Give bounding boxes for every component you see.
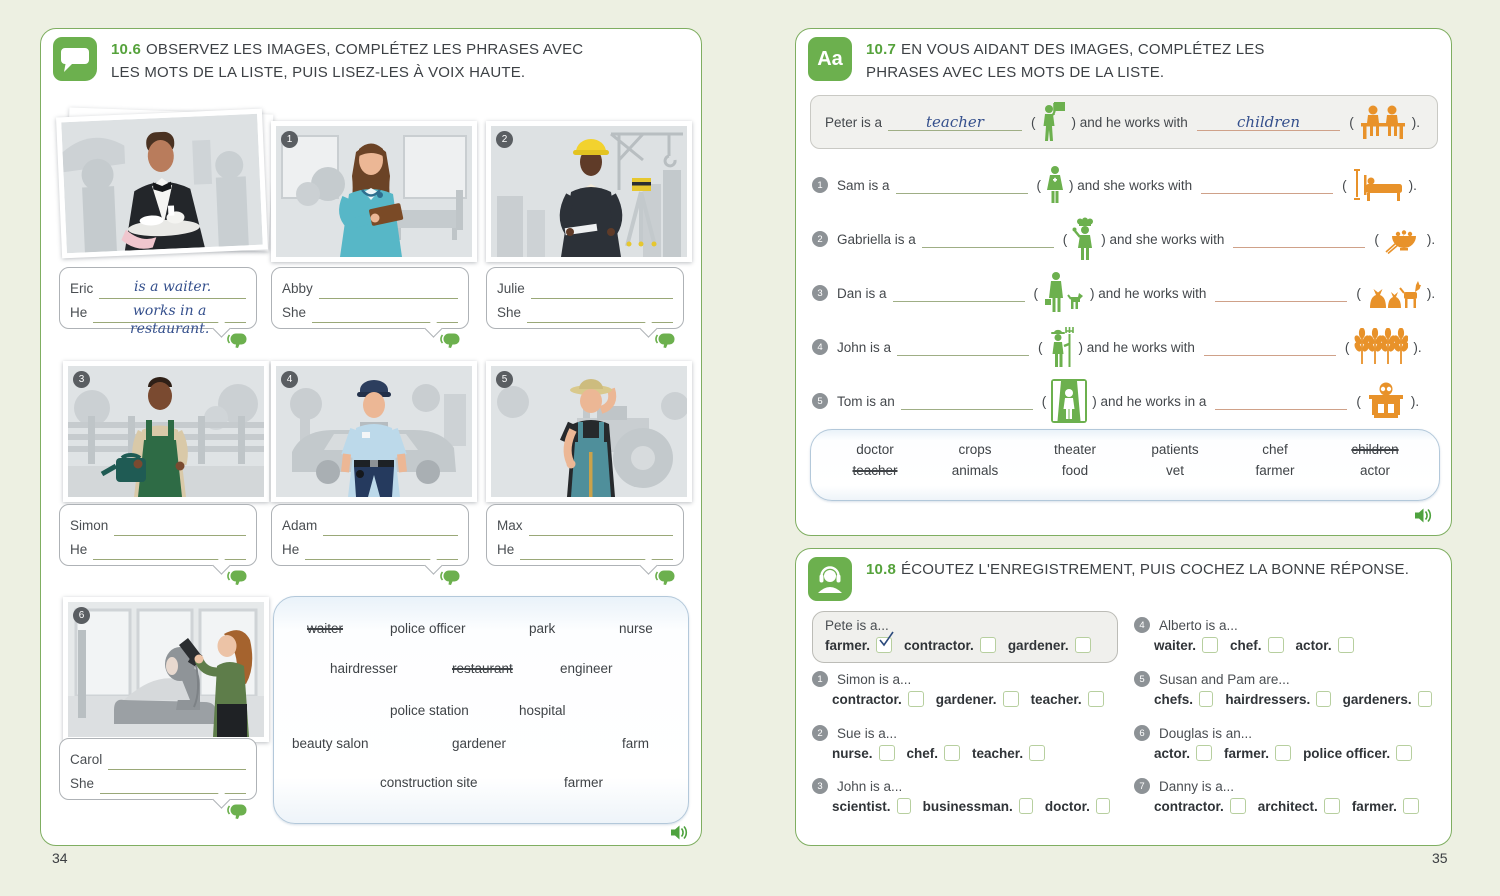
word-bank-word: construction site [380, 775, 478, 790]
answer-blank[interactable] [108, 749, 246, 770]
word-bank-word: chef [1262, 442, 1288, 457]
word-bank-word: farmer [1255, 463, 1295, 478]
word-bank-word: food [1061, 463, 1089, 478]
word-bank-word: vet [1165, 463, 1184, 478]
answer-blank[interactable] [922, 230, 1054, 248]
word-bank-106 [273, 596, 689, 824]
question-number-badge: 3 [812, 778, 828, 794]
checkbox-checked[interactable] [876, 637, 892, 653]
word-bank-word: gardener [452, 736, 507, 751]
question-item-4: 4 Alberto is a... waiter. chef. actor. [1134, 617, 1444, 653]
answer-blank[interactable]: teacher [888, 113, 1022, 131]
checkbox[interactable] [1096, 798, 1110, 814]
answer-blank[interactable] [319, 278, 458, 299]
question-row-1: 1 Sam is a ( ) and she works with ( ). [812, 163, 1420, 207]
word-bank-word: police station [390, 703, 469, 718]
checkbox[interactable] [944, 745, 960, 761]
nurse-icon [1046, 165, 1064, 205]
exercise-number: 10.6 [111, 41, 141, 58]
speech-bubble-icon [53, 37, 97, 81]
page-number-left: 34 [52, 850, 68, 866]
checkbox[interactable] [1268, 637, 1284, 653]
answer-blank[interactable] [93, 539, 246, 560]
children-at-desks-icon [1359, 104, 1407, 140]
photo-adam-police-officer [271, 361, 477, 502]
gardener-illustration [68, 366, 264, 497]
exercise-106-header [53, 37, 616, 84]
checkbox[interactable] [1088, 691, 1104, 707]
exercise-107-header [808, 37, 1341, 84]
question-number-badge: 1 [812, 671, 828, 687]
word-bank-107 [810, 429, 1440, 501]
word-bank-word: hospital [519, 703, 566, 718]
question-number-badge: 5 [1134, 671, 1150, 687]
speaking-head-icon[interactable] [226, 800, 248, 819]
headphones-person-icon [808, 557, 852, 601]
farmer-pitchfork-icon [1048, 326, 1074, 368]
word-bank-word: children [1351, 442, 1399, 457]
checkbox[interactable] [1275, 745, 1291, 761]
question-item-7: 7 Danny is a... contractor. architect. farmer. [1134, 778, 1444, 814]
answer-blank[interactable] [520, 539, 673, 560]
checkbox[interactable] [879, 745, 895, 761]
word-bank-word: actor [1359, 463, 1390, 478]
word-bank-word: police officer [390, 621, 466, 636]
answer-blank[interactable] [893, 284, 1025, 302]
word-bank-word: nurse [619, 621, 653, 636]
speaking-head-icon[interactable] [654, 329, 676, 348]
question-number-badge: 6 [1134, 725, 1150, 741]
photo-julie-engineer [486, 121, 692, 262]
pets-icon [1366, 276, 1422, 310]
photo-number-badge: 4 [281, 371, 298, 388]
checkbox[interactable] [980, 637, 996, 653]
speaking-head-icon[interactable] [654, 566, 676, 585]
question-item-6: 6 Douglas is an... actor. farmer. police officer. [1134, 725, 1444, 761]
patient-in-bed-icon [1352, 167, 1404, 203]
question-number-badge: 1 [812, 177, 828, 193]
caption-name: Eric [70, 281, 94, 296]
answer-blank[interactable] [100, 773, 246, 794]
exercise-107-title: 10.7 EN VOUS AIDANT DES IMAGES, COMPLÉTEZ LES PHRASES AVEC LES MOTS DE LA LISTE. [866, 41, 1265, 81]
caption-bubble-carol: Carol She [59, 738, 257, 800]
question-number-badge: 7 [1134, 778, 1150, 794]
answer-blank[interactable]: children [1197, 113, 1340, 131]
bowl-of-food-icon [1384, 224, 1422, 254]
question-row-2: 2 Gabriella is a ( ) and she works with ( ). [812, 217, 1438, 261]
police-officer-illustration [276, 366, 472, 497]
chef-icon [1072, 217, 1096, 261]
answer-blank[interactable] [529, 515, 673, 536]
question-number-badge: 5 [812, 393, 828, 409]
checkbox[interactable] [1199, 691, 1213, 707]
question-number-badge: 2 [812, 725, 828, 741]
speaker-icon[interactable] [1413, 507, 1433, 524]
photo-eric-waiter [56, 109, 268, 259]
answer-blank[interactable] [527, 302, 673, 323]
exercise-number: 10.7 [866, 41, 896, 58]
exercise-108-header [808, 557, 1411, 601]
checkbox[interactable] [1075, 637, 1091, 653]
example-sentence: Peter is a teacher ( ) and he works with children ( ). [810, 95, 1438, 149]
checkbox[interactable] [1029, 745, 1045, 761]
word-bank-word: engineer [560, 661, 613, 676]
wheat-crops-icon [1354, 328, 1408, 366]
question-number-badge: 4 [812, 339, 828, 355]
checkbox[interactable] [897, 798, 911, 814]
farmer-illustration [491, 366, 687, 497]
checkbox[interactable] [1230, 798, 1246, 814]
question-item-1: 1 Simon is a... contractor. gardener. teacher. [812, 671, 1122, 707]
speaking-head-icon[interactable] [226, 329, 248, 348]
exercise-106-title: 10.6 OBSERVEZ LES IMAGES, COMPLÉTEZ LES PHRASES AVEC LES MOTS DE LA LISTE, PUIS LISEZ-LES À VOIX HAUTE. [111, 41, 584, 81]
question-number-badge: 3 [812, 285, 828, 301]
speaker-icon[interactable] [669, 824, 689, 841]
teacher-icon [1040, 101, 1066, 143]
answer-blank[interactable] [323, 515, 458, 536]
checkbox[interactable] [1396, 745, 1412, 761]
photo-number-badge: 5 [496, 371, 513, 388]
example-answer-box: Pete is a... farmer. contractor. gardener. [812, 611, 1118, 663]
exercise-number: 10.8 [866, 561, 896, 578]
answer-blank[interactable] [1204, 338, 1336, 356]
answer-blank[interactable] [1215, 284, 1347, 302]
word-bank-word: farmer [564, 775, 604, 790]
answer-blank[interactable] [897, 338, 1029, 356]
nurse-illustration [276, 126, 472, 257]
word-bank-word: park [529, 621, 556, 636]
photo-abby-nurse [271, 121, 477, 262]
speaking-head-icon[interactable] [439, 566, 461, 585]
question-item-5: 5 Susan and Pam are... chefs. hairdressers. gardeners. [1134, 671, 1444, 707]
checkbox[interactable] [1196, 745, 1212, 761]
hairdresser-illustration [68, 602, 264, 737]
example-prompt: Pete is a... [825, 618, 889, 633]
word-bank-word: doctor [856, 442, 894, 457]
answer-blank[interactable] [1233, 230, 1365, 248]
checkbox[interactable] [1324, 798, 1340, 814]
letters-Aa-icon: Aa [808, 37, 852, 81]
question-number-badge: 2 [812, 231, 828, 247]
exercise-107-box [795, 28, 1452, 536]
word-bank-word: beauty salon [292, 736, 369, 751]
checkbox[interactable] [1019, 798, 1033, 814]
exercise-108-box [795, 548, 1452, 846]
word-bank-word: animals [951, 463, 999, 478]
engineer-illustration [491, 126, 687, 257]
word-bank-word: patients [1151, 442, 1199, 457]
photo-carol-hairdresser [63, 597, 269, 742]
speaking-head-icon[interactable] [439, 329, 461, 348]
photo-number-badge: 6 [73, 607, 90, 624]
exercise-108-title: 10.8 ÉCOUTEZ L'ENREGISTREMENT, PUIS COCHEZ LA BONNE RÉPONSE. [866, 561, 1410, 578]
word-bank-word: theater [1053, 442, 1097, 457]
answer-blank[interactable] [901, 392, 1033, 410]
photo-number-badge: 3 [73, 371, 90, 388]
checkbox[interactable] [1403, 798, 1419, 814]
vet-with-dog-icon [1043, 271, 1085, 315]
word-bank-word: teacher [852, 463, 898, 478]
answer-blank[interactable] [896, 176, 1028, 194]
checkbox[interactable] [1202, 637, 1218, 653]
word-bank-word: crops [958, 442, 992, 457]
caption-bubble-abby: Abby She [271, 267, 469, 329]
photo-number-badge: 1 [281, 131, 298, 148]
caption-bubble-eric [59, 267, 257, 337]
photo-number-badge: 2 [496, 131, 513, 148]
caption-bubble-simon: Simon He [59, 504, 257, 566]
answer-blank[interactable]: works in a restaurant. [93, 302, 246, 323]
checkbox[interactable] [1316, 691, 1330, 707]
left-page [40, 28, 702, 846]
photo-simon-gardener [63, 361, 269, 502]
word-bank-word: hairdresser [330, 661, 398, 676]
word-bank-word: farm [622, 736, 649, 751]
caption-bubble-adam: Adam He [271, 504, 469, 566]
answer-blank[interactable] [305, 539, 458, 560]
checkbox[interactable] [1418, 691, 1432, 707]
answer-blank[interactable] [1215, 392, 1347, 410]
checkbox[interactable] [1003, 691, 1019, 707]
word-bank-word: waiter [307, 621, 344, 636]
question-item-2: 2 Sue is a... nurse. chef. teacher. [812, 725, 1122, 761]
answer-blank[interactable] [114, 515, 246, 536]
answer-blank[interactable]: is a waiter. [99, 278, 246, 299]
waiter-illustration [61, 114, 263, 253]
question-number-badge: 4 [1134, 617, 1150, 633]
answer-blank[interactable] [531, 278, 673, 299]
question-row-5: 5 Tom is an ( ) and he works in a ( ). [812, 379, 1422, 423]
question-item-3: 3 John is a... scientist. businessman. doctor. [812, 778, 1122, 814]
answer-blank[interactable] [312, 302, 458, 323]
caption-subject: He [70, 305, 88, 320]
answer-blank[interactable] [1201, 176, 1333, 194]
actor-on-stage-icon [1051, 379, 1087, 423]
speaking-head-icon[interactable] [226, 566, 248, 585]
checkmark-icon [877, 631, 895, 649]
page-number-right: 35 [1432, 850, 1448, 866]
theater-building-icon [1366, 382, 1406, 420]
checkbox[interactable] [908, 691, 924, 707]
caption-bubble-julie: Julie She [486, 267, 684, 329]
caption-bubble-max: Max He [486, 504, 684, 566]
question-row-3: 3 Dan is a ( ) and he works with ( ). [812, 271, 1438, 315]
checkbox[interactable] [1338, 637, 1354, 653]
word-bank-word: restaurant [452, 661, 513, 676]
question-row-4: 4 John is a ( ) and he works with ( ). [812, 325, 1425, 369]
photo-max-farmer [486, 361, 692, 502]
